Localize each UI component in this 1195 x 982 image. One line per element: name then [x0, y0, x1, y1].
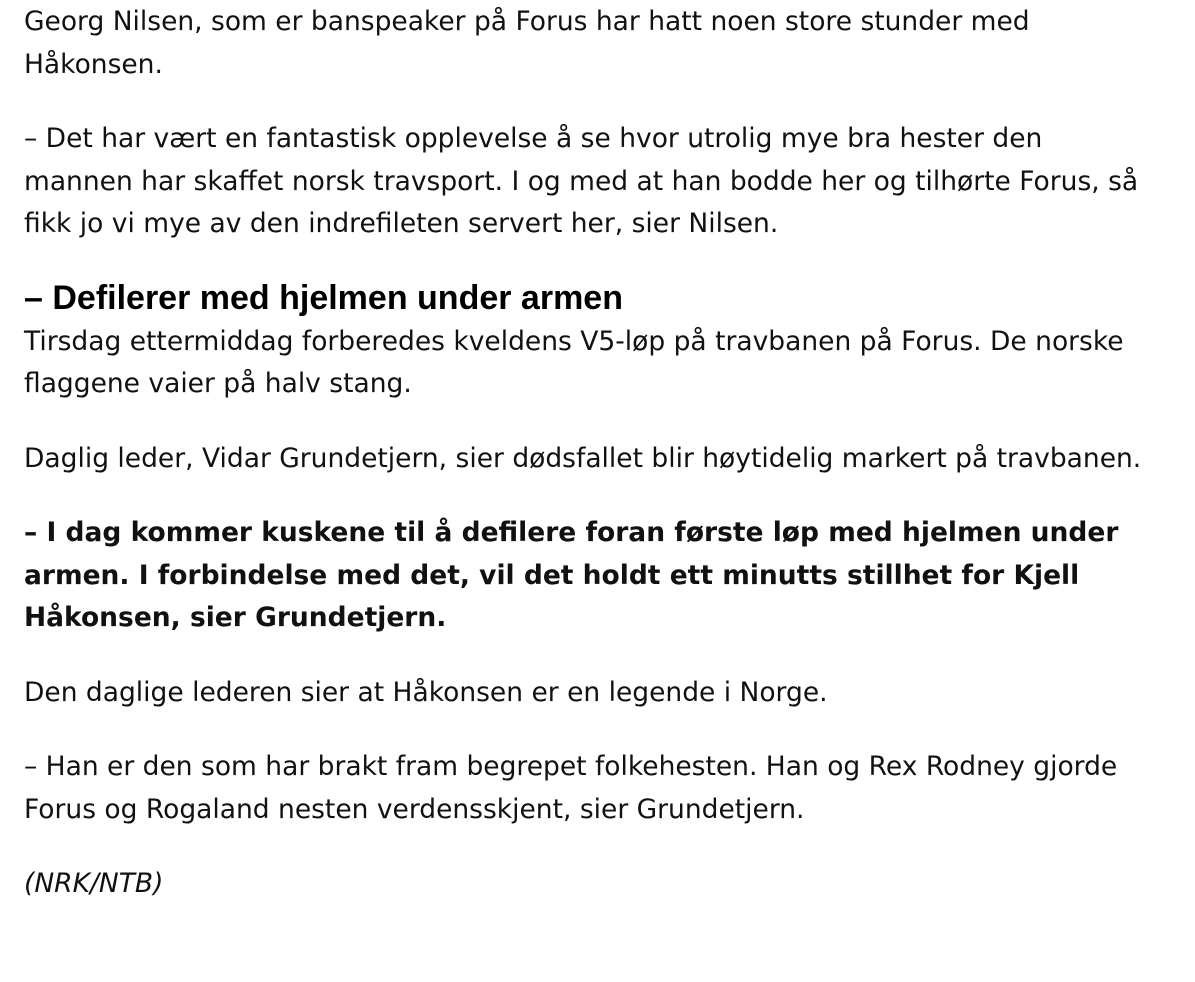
article-body	[24, 0, 1144, 938]
paragraph-legend: Den daglige lederen sier at Håkonsen er en legende i Norge.	[24, 676, 828, 708]
paragraph-grundetjern-quote: – I dag kommer kuskene til å defilere foran første løp med hjelmen under armen. I forbindelse med det, vil det holdt ett minutts stillhet for Kjell Håkonsen, sier Grundetjern.	[24, 517, 1119, 633]
paragraph-folkehesten-quote: – Han er den som har brakt fram begrepet folkehesten. Han og Rex Rodney gjorde Forus og Rogaland nesten verdensskjent, sier Grundetjern.	[24, 751, 1118, 825]
paragraph-nilsen-quote: – Det har vært en fantastisk opplevelse å se hvor utrolig mye bra hester den mannen har skaffet norsk travsport. I og med at han bodde her og tilhørte Forus, så fikk jo vi mye av den indrefileten servert her, sier Nilsen.	[24, 123, 1139, 239]
source-credit: (NRK/NTB)	[24, 868, 164, 899]
paragraph-v5-race: Tirsdag ettermiddag forberedes kveldens V5-løp på travbanen på Forus. De norske flaggene vaier på halv stang.	[24, 325, 1124, 399]
paragraph-nilsen-intro: Georg Nilsen, som er banspeaker på Forus har hatt noen store stunder med Håkonsen.	[24, 6, 1030, 80]
subheading: – Defilerer med hjelmen under armen	[24, 278, 623, 317]
paragraph-grundetjern-intro: Daglig leder, Vidar Grundetjern, sier dødsfallet blir høytidelig markert på travbanen.	[24, 442, 1142, 474]
